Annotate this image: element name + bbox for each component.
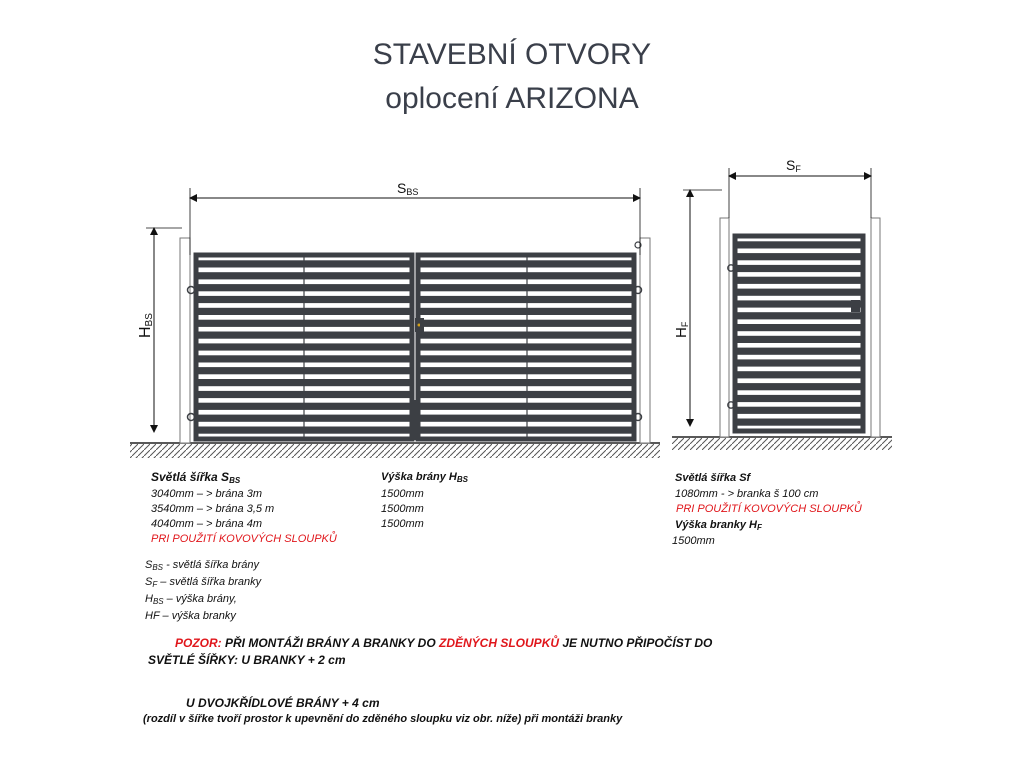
gate-slat-right-7 (420, 332, 632, 339)
gate-slat-right-13 (420, 403, 632, 410)
wicket-slat-15 (737, 407, 861, 414)
gate-slat-right-12 (420, 391, 632, 398)
gate-slat-right-15 (420, 427, 632, 434)
gate-slat-right-4 (420, 296, 632, 303)
wicket-slat-7 (737, 312, 861, 319)
gate-width-label: SBS (397, 180, 419, 197)
wicket-slat-13 (737, 383, 861, 390)
gate-slat-left-14 (198, 415, 410, 422)
gate-slat-left-9 (198, 355, 410, 362)
gate-slat-left-8 (198, 343, 410, 350)
gate-slat-left-3 (198, 284, 410, 291)
wicket-post-right (871, 218, 880, 437)
gate-post-right (640, 238, 650, 443)
page-subtitle: oplocení ARIZONA (385, 82, 639, 115)
gate-slat-right-1 (420, 260, 632, 267)
legend-item-wicket-height: HF – výška branky (145, 610, 236, 622)
wicket-slat-9 (737, 336, 861, 343)
warning-line-2: SVĚTLÉ ŠÍŘKY: U BRANKY + 2 cm (148, 653, 346, 667)
gate-width-heading: Světlá šířka $S_{BS}$ (151, 470, 241, 485)
wicket-slat-8 (737, 324, 861, 331)
gate-slat-right-11 (420, 379, 632, 386)
wicket-slat-3 (737, 265, 861, 272)
wicket-width-row: 1080mm - > branka š 100 cm (675, 488, 819, 500)
gate-post-left (180, 238, 190, 443)
wicket-slat-11 (737, 359, 861, 366)
wicket-gate (672, 157, 892, 450)
gate-slat-right-6 (420, 320, 632, 327)
gate-slat-left-6 (198, 320, 410, 327)
wicket-slat-4 (737, 277, 861, 284)
gate-slat-right-2 (420, 272, 632, 279)
gate-slat-right-8 (420, 343, 632, 350)
warning-line-4: (rozdíl v šířke tvoří prostor k upevnění do zděného sloupku viz obr. níže) při montáži branky (143, 713, 623, 725)
wicket-slat-6 (737, 300, 861, 307)
gate-slat-left-7 (198, 332, 410, 339)
page-title: STAVEBNÍ OTVORY (372, 38, 652, 71)
gate-slat-left-12 (198, 391, 410, 398)
gate-slat-left-10 (198, 367, 410, 374)
gate-width-note: PRI POUŽITÍ KOVOVÝCH SLOUPKŮ (151, 533, 337, 545)
gate-slat-left-15 (198, 427, 410, 434)
gate-width-row-2: 3540mm – > brána 3,5 m (151, 503, 275, 515)
gate-slat-right-5 (420, 308, 632, 315)
gate-drop-bolt (413, 400, 418, 440)
gate-height-row-2: 1500mm (381, 503, 424, 515)
wicket-width-label: SF (786, 157, 801, 174)
ground-hatch-gate (130, 444, 660, 458)
gate-slat-right-3 (420, 284, 632, 291)
gate-slat-left-2 (198, 272, 410, 279)
gate-width-row-1: 3040mm – > brána 3m (151, 488, 262, 500)
warning-line-3: U DVOJKŘÍDLOVÉ BRÁNY + 4 cm (186, 696, 380, 710)
wicket-slat-16 (737, 419, 861, 426)
wicket-slat-10 (737, 348, 861, 355)
gate-slat-right-9 (420, 355, 632, 362)
ground-hatch-wicket (672, 438, 892, 450)
wicket-height-row: 1500mm (672, 535, 715, 547)
double-gate (130, 180, 660, 458)
legend-item-gate-height: $H_{BS}$ – výška brány, (145, 593, 237, 606)
gate-slat-right-14 (420, 415, 632, 422)
warning-line-1: POZOR: PŘI MONTÁŽI BRÁNY A BRANKY DO ZDĚNÝCH SLOUPKŮ JE NUTNO PŘIPOČÍST DO (175, 636, 713, 650)
gate-width-row-3: 4040mm – > brána 4m (151, 518, 262, 530)
legend-item-gate-width: $S_{BS}$ - světlá šířka brány (145, 559, 259, 572)
gate-height-row-3: 1500mm (381, 518, 424, 530)
wicket-height-label: HF (673, 321, 690, 338)
gate-height-label: HBS (137, 313, 155, 338)
wicket-height-heading: Výška branky $H_F$ (675, 519, 762, 532)
legend-item-wicket-width: $S_F$ – světlá šířka branky (145, 576, 262, 589)
wicket-slat-5 (737, 289, 861, 296)
gate-slat-left-4 (198, 296, 410, 303)
wicket-slat-1 (737, 241, 861, 248)
gate-height-row-1: 1500mm (381, 488, 424, 500)
warning-label: POZOR: (175, 636, 222, 650)
warning-red-text: ZDĚNÝCH SLOUPKŮ (439, 636, 560, 650)
gate-height-heading: Výška brány $H_{BS}$ (381, 471, 468, 484)
gate-slat-left-5 (198, 308, 410, 315)
wicket-width-heading: Světlá šířka Sf (675, 472, 751, 484)
gate-slat-left-11 (198, 379, 410, 386)
wicket-width-note: PRI POUŽITÍ KOVOVÝCH SLOUPKŮ (676, 503, 862, 515)
wicket-slats (737, 241, 861, 425)
wicket-slat-12 (737, 371, 861, 378)
gate-slat-left-1 (198, 260, 410, 267)
wicket-slat-2 (737, 253, 861, 260)
gate-slat-right-10 (420, 367, 632, 374)
wicket-slat-14 (737, 395, 861, 402)
gate-slat-left-13 (198, 403, 410, 410)
